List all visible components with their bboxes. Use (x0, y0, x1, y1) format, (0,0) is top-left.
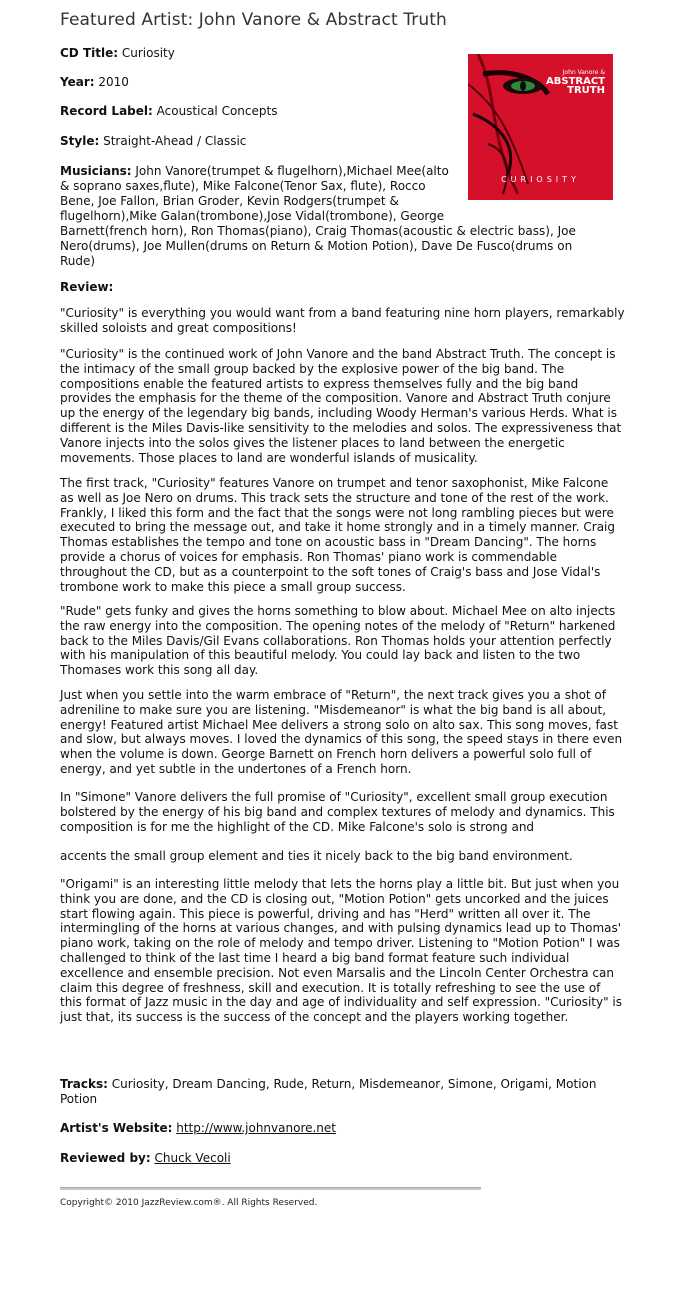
cd-title-value: Curiosity (121, 46, 175, 60)
record-label-row (60, 104, 277, 119)
copyright-text: Copyright© 2010 JazzReview.com®. All Rights Reserved. (60, 1198, 318, 1208)
reviewer-label: Reviewed by: (60, 1151, 151, 1165)
review-paragraph-4: "Rude" gets funky and gives the horns something to blow about. Michael Mee on alto injects the raw energy into the composition. The opening notes of the melody of "Return" harkened back to the Miles Davis/Gil Evans collaborations. Ron Thomas holds your attention perfectly with his manipulation of this beautiful melody. You could lay back and listen to the two Thomases work this song all day. (60, 604, 616, 678)
musicians-line-5: Barnett(french horn), Ron Thomas(piano), Craig Thomas(acoustic & electric bass), Joe (60, 224, 576, 238)
cover-album-title: CURIOSITY (501, 175, 580, 184)
musicians-block (60, 164, 600, 269)
musicians-line-6: Nero(drums), Joe Mullen(drums on Return & Motion Potion), Dave De Fusco(drums on (60, 239, 573, 253)
cd-title-row (60, 46, 175, 61)
musicians-label: Musicians: (60, 164, 132, 178)
style-row (60, 134, 246, 149)
review-paragraph-2: "Curiosity" is the continued work of John Vanore and the band Abstract Truth. The concept is the intimacy of the small group backed by the explosive power of the big band. The compositions enable the featured artists to express themselves fully and the big band provides the emphasis for the theme of the composition. Vanore and Abstract Truth conjure up the energy of the legendary big bands, including Woody Herman's various Herds. What is different is the Miles Davis-like sensitivity to the melodies and solos. The expressiveness that Vanore injects into the solos gives the listener places to land between the energetic movements. Those places to land are wonderful islands of musicality. (60, 347, 622, 465)
website-row (60, 1121, 336, 1136)
musicians-line-2: & soprano saxes,flute), Mike Falcone(Tenor Sax, flute), Rocco (60, 179, 426, 193)
record-label-value: Acoustical Concepts (156, 104, 278, 118)
reviewer-row (60, 1151, 231, 1166)
style-label: Style: (60, 134, 100, 148)
tracks-label: Tracks: (60, 1077, 108, 1091)
review-heading: Review: (60, 280, 114, 294)
record-label-label: Record Label: (60, 104, 153, 118)
style-value: Straight-Ahead / Classic (103, 134, 247, 148)
musicians-line-1: Musicians: John Vanore(trumpet & flugelhorn),Michael Mee(alto (60, 164, 449, 178)
website-link[interactable]: http://www.johnvanore.net (176, 1121, 337, 1135)
tracks-row (60, 1077, 625, 1107)
year-value: 2010 (98, 75, 129, 89)
musicians-line-3: Bene, Joe Fallon, Brian Groder, Kevin Rodgers(trumpet & (60, 194, 399, 208)
reviewer-link[interactable]: Chuck Vecoli (154, 1151, 231, 1165)
review-paragraph-7: "Origami" is an interesting little melody that lets the horns play a little bit. But just when you think you are done, and the CD is closing out, "Motion Potion" gets uncorked and the juices start flowing again. This piece is powerful, driving and has "Herd" written all over it. The intermingling of the horns at various changes, and with pulsing dynamics lead up to Thomas' piano work, taking on the role of melody and tempo driver. Listening to "Motion Potion" I was challenged to think of the last time I heard a big band format feature such individual excellence and ensemble precision. Not even Marsalis and the Lincoln Center Orchestra can claim this degree of freshness, skill and execution. It is totally refreshing to see the use of this format of Jazz music in the day and age of individuality and self expression. "Curiosity" is just that, its success is the success of the concept and the players working together. (60, 877, 623, 1025)
page-title: Featured Artist: John Vanore & Abstract Truth (60, 10, 447, 30)
cd-title-label: CD Title: (60, 46, 119, 60)
musicians-line-4: flugelhorn),Mike Galan(trombone),Jose Vidal(trombone), George (60, 209, 445, 223)
footer-divider (60, 1187, 481, 1190)
year-label: Year: (60, 75, 95, 89)
review-paragraph-6-continued: accents the small group element and ties it nicely back to the big band environment. (60, 849, 573, 863)
tracks-value: Curiosity, Dream Dancing, Rude, Return, Misdemeanor, Simone, Origami, Motion Potion (60, 1077, 597, 1106)
review-paragraph-3: The first track, "Curiosity" features Vanore on trumpet and tenor saxophonist, Mike Falcone as well as Joe Nero on drums. This track sets the structure and tone of the rest of the work. Frankly, I liked this form and the fact that the songs were not long rambling pieces but were executed to bring the message out, and take it home strongly and in a timely manner. Craig Thomas establishes the tempo and tone on acoustic bass in "Dream Dancing". The horns provide a chorus of voices for emphasis. Ron Thomas' piano work is commendable throughout the CD, but as a counterpoint to the soft tones of Craig's bass and Jose Vidal's trombone work to make this piece a small group success. (60, 476, 616, 594)
musicians-line-7: Rude) (60, 254, 96, 268)
cover-band-name: John Vanore & ABSTRACT TRUTH (546, 69, 605, 96)
year-row (60, 75, 129, 90)
review-paragraph-6: In "Simone" Vanore delivers the full promise of "Curiosity", excellent small group execution bolstered by the energy of his big band and complex textures of melody and dynamics. This composition is for me the highlight of the CD. Mike Falcone's solo is strong and (60, 790, 615, 834)
website-label: Artist's Website: (60, 1121, 173, 1135)
review-paragraph-1: "Curiosity" is everything you would want from a band featuring nine horn players, remarkably skilled soloists and great compositions! (60, 306, 625, 335)
review-paragraph-5: Just when you settle into the warm embrace of "Return", the next track gives you a shot of adreniline to make sure you are listening. "Misdemeanor" is what the big band is all about, energy! Featured artist Michael Mee delivers a strong solo on alto sax. This song moves, fast and slow, but always moves. I loved the dynamics of this song, the speed stays in there even when the volume is down. George Barnett on French horn delivers a powerful solo full of energy, and yet subtle in the undertones of a French horn. (60, 688, 623, 776)
